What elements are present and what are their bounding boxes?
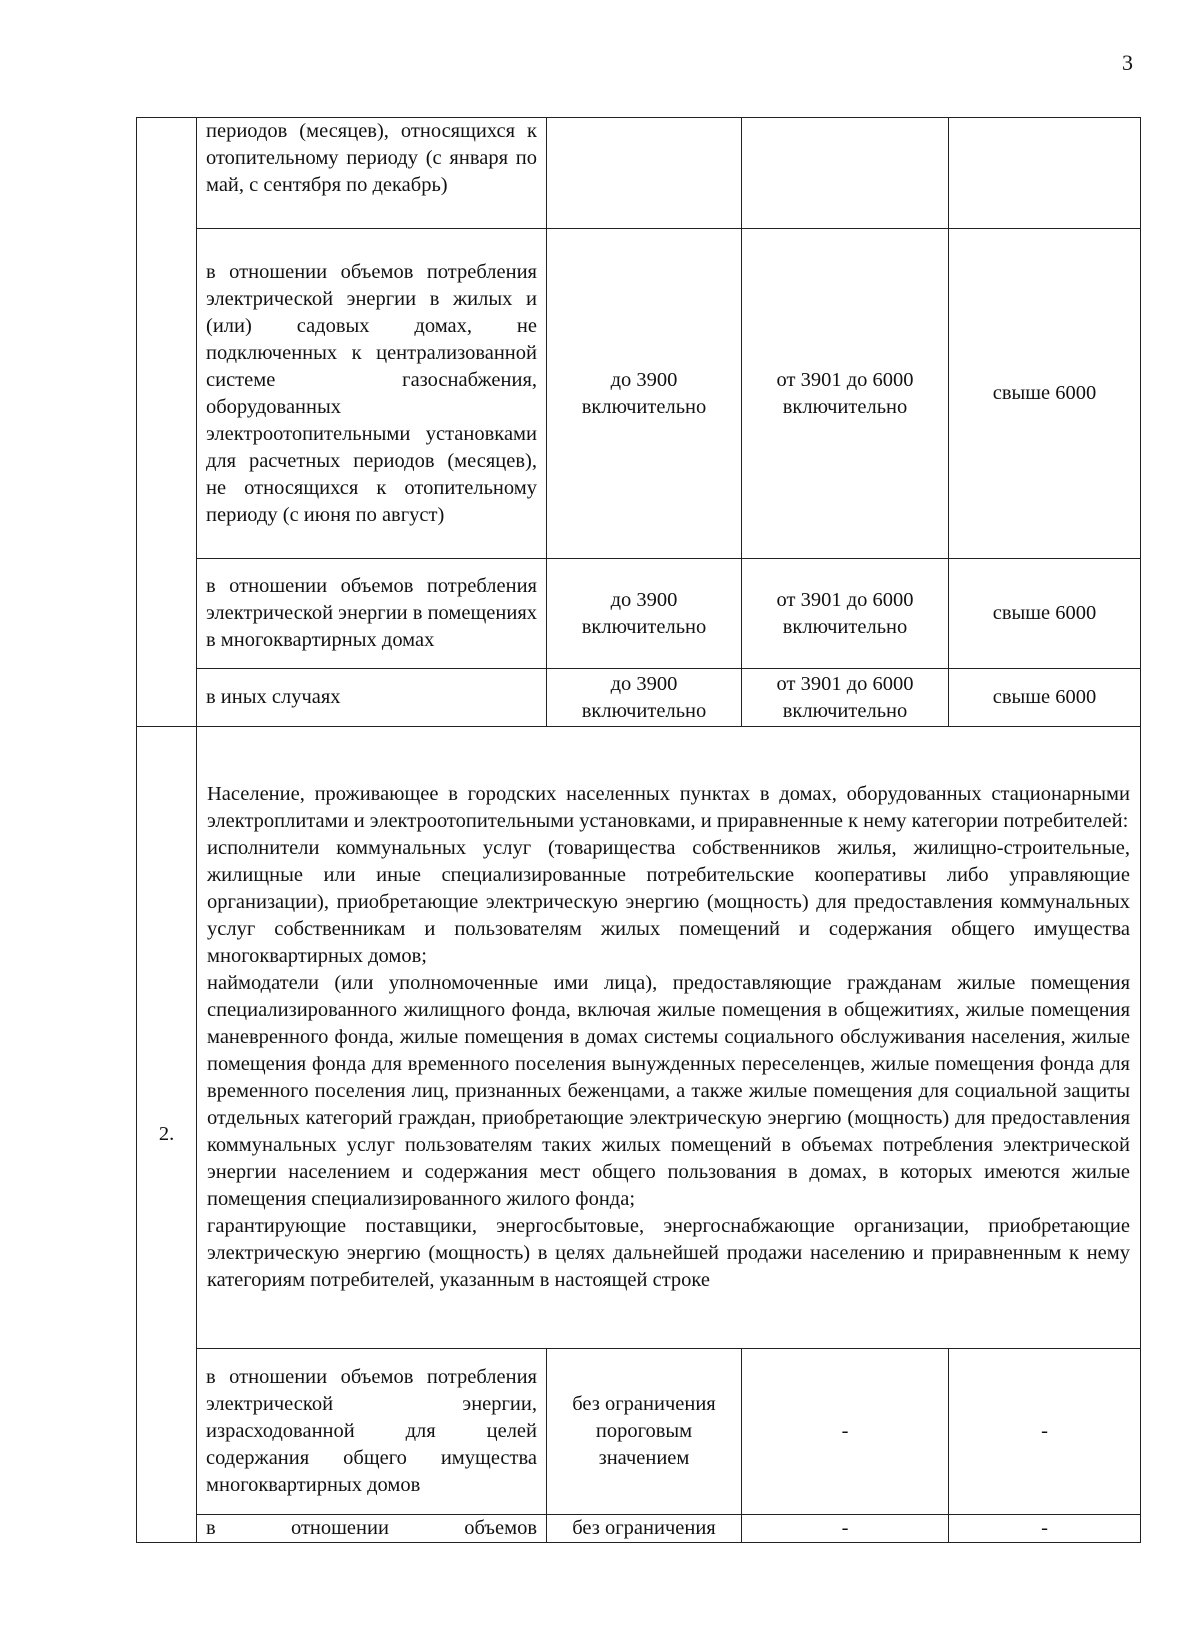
description-cell: в отношении объемов	[197, 1515, 547, 1543]
section-2-paragraph: Население, проживающее в городских населенных пунктах в домах, оборудованных стационарными электроплитами и электроотопительными установками, и приравненные к нему категории потребителей:	[207, 783, 1130, 832]
threshold-3-cell: -	[949, 1515, 1141, 1543]
table-row	[137, 1349, 1141, 1515]
threshold-1-cell: до 3900 включительно	[547, 669, 742, 727]
section-2-header-row	[137, 727, 1141, 1349]
table-row	[137, 118, 1141, 229]
threshold-2-cell	[742, 118, 949, 229]
threshold-2-cell: от 3901 до 6000 включительно	[742, 559, 949, 669]
threshold-2-cell: от 3901 до 6000 включительно	[742, 669, 949, 727]
threshold-1-cell: без ограничения пороговым значением	[547, 1349, 742, 1515]
section-2-paragraph: исполнители коммунальных услуг (товарищества собственников жилья, жилищно-строительные, жилищные или иные специализированные потребительские кооперативы либо управляющие организации), приобретающие электрическую энергию (мощность) для предоставления коммунальных услуг собственникам и пользователям жилых помещений и содержания общего имущества многоквартирных домов;	[207, 837, 1130, 967]
section-2-description	[197, 727, 1141, 1349]
table-row	[137, 229, 1141, 559]
threshold-2-cell: от 3901 до 6000 включительно	[742, 229, 949, 559]
threshold-3-cell	[949, 118, 1141, 229]
threshold-3-cell: свыше 6000	[949, 669, 1141, 727]
table-row	[137, 669, 1141, 727]
table-row	[137, 559, 1141, 669]
threshold-3-cell: -	[949, 1349, 1141, 1515]
threshold-3-cell: свыше 6000	[949, 229, 1141, 559]
description-cell: в отношении объемов потребления электрической энергии в жилых и (или) садовых домах, не подключенных к централизованной системе газоснабжения, оборудованных электроотопительными установками для расчетных периодов (месяцев), не относящихся к отопительному периоду (с июня по август)	[197, 229, 547, 559]
threshold-1-cell: без ограничения	[547, 1515, 742, 1543]
tariff-table	[136, 117, 1141, 1543]
threshold-2-cell: -	[742, 1349, 949, 1515]
description-cell: в отношении объемов потребления электрической энергии, израсходованной для целей содержания общего имущества многоквартирных домов	[197, 1349, 547, 1515]
threshold-3-cell: свыше 6000	[949, 559, 1141, 669]
section-2-paragraph: гарантирующие поставщики, энергосбытовые, энергоснабжающие организации, приобретающие электрическую энергию (мощность) в целях дальнейшей продажи населению и приравненным к нему категориям потребителей, указанным в настоящей строке	[207, 1215, 1130, 1291]
table-row	[137, 1515, 1141, 1543]
description-cell: периодов (месяцев), относящихся к отопительному периоду (с января по май, с сентября по декабрь)	[197, 118, 547, 229]
threshold-1-cell: до 3900 включительно	[547, 229, 742, 559]
description-cell: в иных случаях	[197, 669, 547, 727]
description-cell: в отношении объемов потребления электрической энергии в помещениях в многоквартирных домах	[197, 559, 547, 669]
section-2-paragraph: наймодатели (или уполномоченные ими лица), предоставляющие гражданам жилые помещения специализированного жилищного фонда, включая жилые помещения в общежитиях, жилые помещения маневренного фонда, жилые помещения в домах системы социального обслуживания населения, жилые помещения фонда для временного поселения вынужденных переселенцев, жилые помещения фонда для временного поселения лиц, признанных беженцами, а также жилые помещения для социальной защиты отдельных категорий граждан, приобретающие электрическую энергию (мощность) для предоставления коммунальных услуг пользователям таких жилых помещений в объемах потребления электрической энергии населением и содержания мест общего пользования в домах, в которых имеются жилые помещения специализированного жилого фонда;	[207, 972, 1130, 1210]
threshold-2-cell: -	[742, 1515, 949, 1543]
page-number: 3	[1122, 50, 1133, 75]
row-number-cell: 2.	[137, 727, 197, 1543]
threshold-1-cell: до 3900 включительно	[547, 559, 742, 669]
threshold-1-cell	[547, 118, 742, 229]
row-number-cell	[137, 118, 197, 727]
